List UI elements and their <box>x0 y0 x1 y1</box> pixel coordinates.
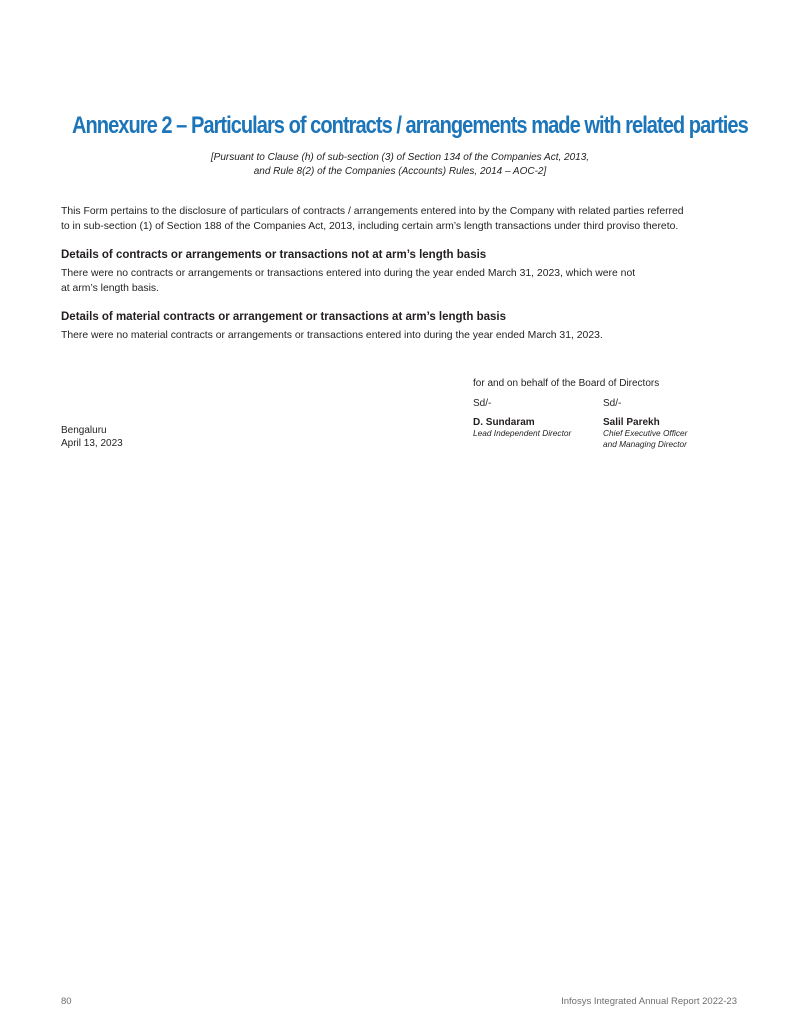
section-1-paragraph <box>61 267 751 296</box>
signatory-2-sd: Sd/- <box>603 398 622 409</box>
signatory-2-designation <box>603 428 687 450</box>
place: Bengaluru <box>61 425 107 436</box>
signatory-1-designation: Lead Independent Director <box>473 428 572 438</box>
signatory-1-sd: Sd/- <box>473 398 492 409</box>
report-name: Infosys Integrated Annual Report 2022-23 <box>561 996 737 1007</box>
page-number: 80 <box>61 996 72 1007</box>
signatory-2-name: Salil Parekh <box>603 417 660 428</box>
signatory-2-designation-line-1: Chief Executive Officer <box>603 428 688 438</box>
on-behalf-text: for and on behalf of the Board of Directors <box>473 378 660 389</box>
intro-paragraph <box>61 205 751 234</box>
intro-line-1: This Form pertains to the disclosure of particulars of contracts / arrangements entered into by the Company with related parties referred <box>61 206 684 217</box>
subtitle-line-2: and Rule 8(2) of the Companies (Accounts) Rules, 2014 – AOC-2] <box>253 165 547 177</box>
section-1-heading: Details of contracts or arrangements or transactions not at arm’s length basis <box>61 249 487 261</box>
section-2-paragraph <box>61 329 751 344</box>
date: April 13, 2023 <box>61 438 123 449</box>
signatory-1-name: D. Sundaram <box>473 417 535 428</box>
intro-line-2: to in sub-section (1) of Section 188 of the Companies Act, 2013, including certain arm’s length transactions under third proviso thereto. <box>61 220 679 232</box>
subtitle-line-1: [Pursuant to Clause (h) of sub-section (3) of Section 134 of the Companies Act, 2013, <box>210 152 590 163</box>
section-1-line-2: at arm’s length basis. <box>61 282 159 294</box>
section-2-line-1: There were no material contracts or arrangements or transactions entered into during the year ended March 31, 2023. <box>61 330 603 341</box>
page-title: Annexure 2 – Particulars of contracts / arrangements made with related parties <box>72 112 748 139</box>
subtitle <box>0 151 800 178</box>
section-2-heading: Details of material contracts or arrangement or transactions at arm’s length basis <box>61 311 507 323</box>
section-1-line-1: There were no contracts or arrangements or transactions entered into during the year ended March 31, 2023, which were not <box>61 268 636 279</box>
signatory-2-designation-line-2: and Managing Director <box>603 439 687 449</box>
